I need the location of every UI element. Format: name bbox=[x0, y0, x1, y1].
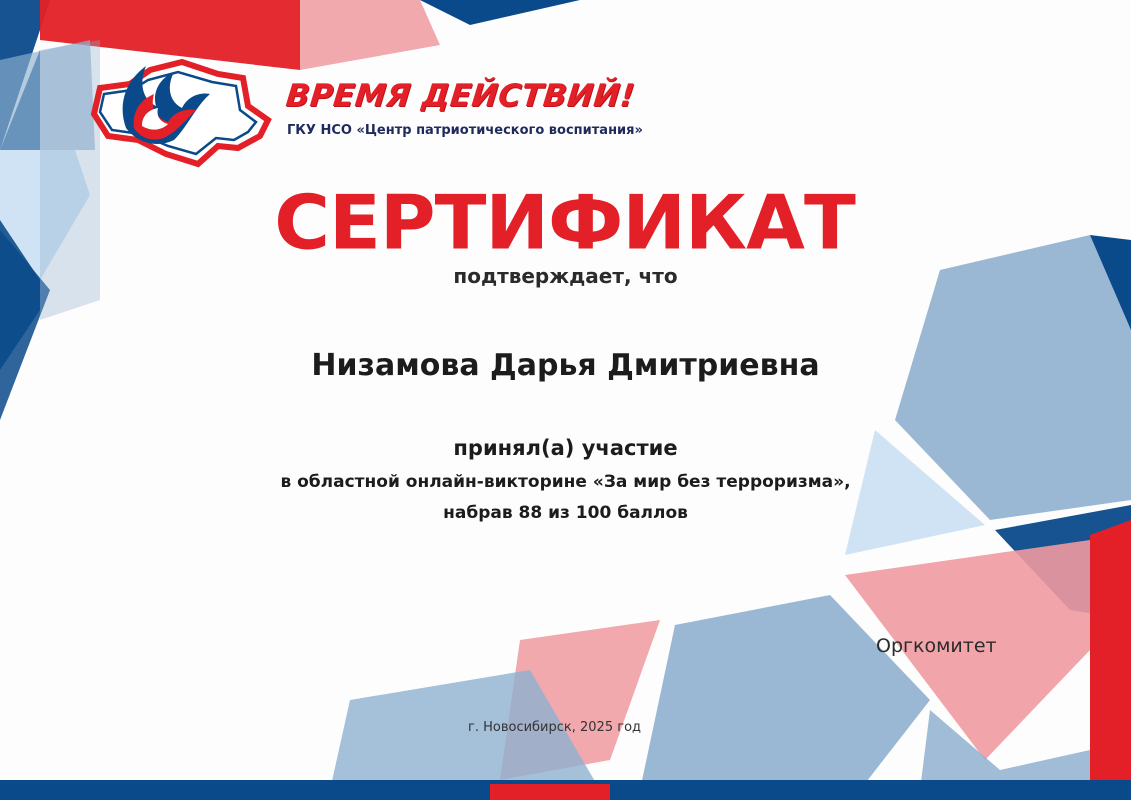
brand-title: ВРЕМЯ ДЕЙСТВИЙ! bbox=[284, 78, 637, 114]
organizing-committee-signature: Оргкомитет bbox=[876, 635, 997, 657]
recipient-name: Низамова Дарья Дмитриевна bbox=[311, 348, 820, 383]
event-text: в областной онлайн-викторине «За мир без терроризма», bbox=[280, 472, 851, 492]
place-and-year: г. Новосибирск, 2025 год bbox=[468, 720, 642, 735]
confirms-text bbox=[0, 264, 1131, 288]
certificate-title: СЕРТИФИКАТ bbox=[274, 178, 855, 267]
score-text: набрав 88 из 100 баллов bbox=[443, 503, 688, 523]
confirms-label: подтверждает, что bbox=[453, 264, 678, 288]
participation-text: принял(а) участие bbox=[453, 436, 678, 460]
flame-region-logo-icon bbox=[78, 36, 278, 176]
brand-subtitle: ГКУ НСО «Центр патриотического воспитания» bbox=[287, 123, 643, 138]
